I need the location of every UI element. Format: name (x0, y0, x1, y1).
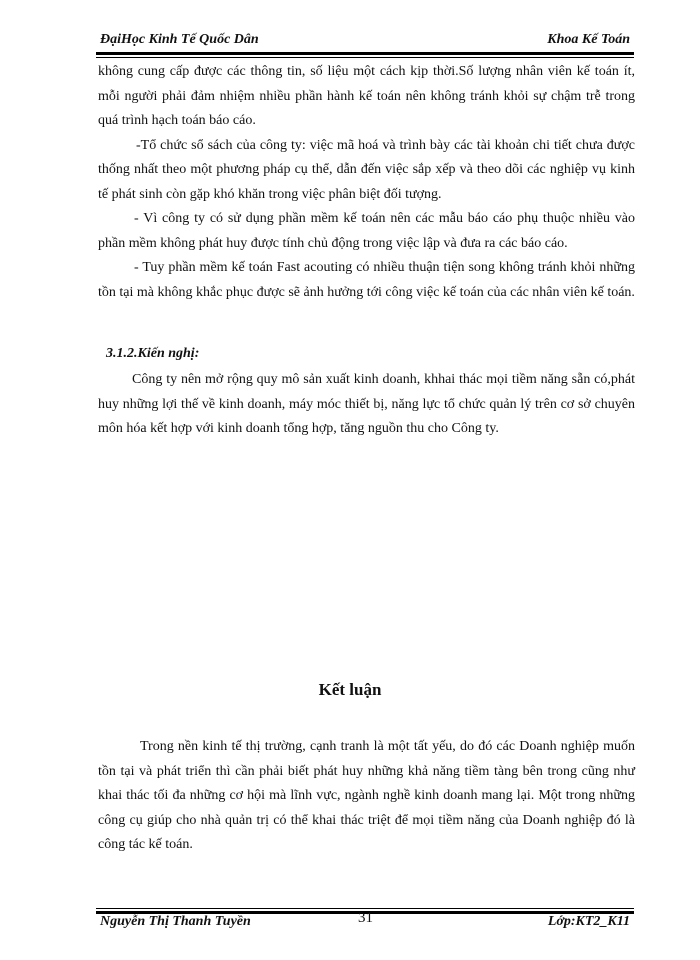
paragraph-1: không cung cấp được các thông tin, số liệu một cách kịp thời.Số lượng nhân viên kế toán ít, mỗi người phải đảm nhiệm nhiều phần hành kế toán nên không tránh khỏi sự chậm trễ trong quá trình hạch toán báo cáo. (98, 64, 635, 128)
paragraph-4: - Tuy phần mềm kế toán Fast acouting có nhiều thuận tiện song không tránh khỏi những tồn tại mà không khắc phục được sẽ ảnh hưởng tới công việc kế toán của các nhân viên kế toán. (98, 260, 635, 300)
header-rule-thick (96, 52, 634, 55)
header-rule-thin (96, 57, 634, 58)
header-faculty: Khoa Kế Toán (547, 32, 630, 47)
paragraph-recommendation: Công ty nên mở rộng quy mô sản xuất kinh doanh, khhai thác mọi tiềm năng sẵn có,phát huy những lợi thế về kinh doanh, máy móc thiết bị, năng lực tổ chức quản lý trên cơ sở chuyên môn hóa kết hợp với kinh doanh tổng hợp, tăng nguồn thu cho Công ty. (98, 372, 635, 436)
recommendation-text (98, 368, 635, 442)
footer-author: Nguyễn Thị Thanh Tuyền (100, 914, 251, 929)
page-footer (96, 910, 634, 938)
page-number: 31 (358, 910, 373, 926)
paragraph-conclusion: Trong nền kinh tế thị trường, cạnh tranh là một tất yếu, do đó các Doanh nghiệp muốn tồn tại và phát triển thì cần phải biết phát huy những khả năng tiềm tàng bên trong cũng như khai thác tối đa những cơ hội mà lĩnh vực, ngành nghề kinh doanh mang lại. Một trong những công cụ giúp cho nhà quản trị có thể khai thác triệt để mọi tiềm năng của Doanh nghiệp đó là công tác kế toán. (98, 739, 635, 852)
header-university: ĐạiHọc Kinh Tế Quốc Dân (100, 32, 259, 47)
paragraph-3: - Vì công ty có sử dụng phần mềm kế toán nên các mẫu báo cáo phụ thuộc nhiều vào phần mềm không phát huy được tính chủ động trong việc lập và đưa ra các báo cáo. (98, 211, 635, 251)
section-heading-recommendation: 3.1.2.Kiến nghị: (106, 346, 200, 361)
footer-rule-thin (96, 908, 634, 909)
footer-class: Lớp:KT2_K11 (547, 914, 630, 929)
paragraph-2: -Tổ chức sổ sách của công ty: việc mã hoá và trình bày các tài khoản chi tiết chưa được thống nhất theo một phương pháp cụ thể, dẫn đến việc sắp xếp và theo dõi các nghiệp vụ kinh tế phát sinh còn gặp khó khăn trong việc phân biệt đối tượng. (98, 137, 635, 202)
conclusion-title: Kết luận (318, 680, 382, 699)
conclusion-text (98, 735, 635, 858)
page-header (96, 28, 634, 52)
section1-text (98, 60, 635, 305)
